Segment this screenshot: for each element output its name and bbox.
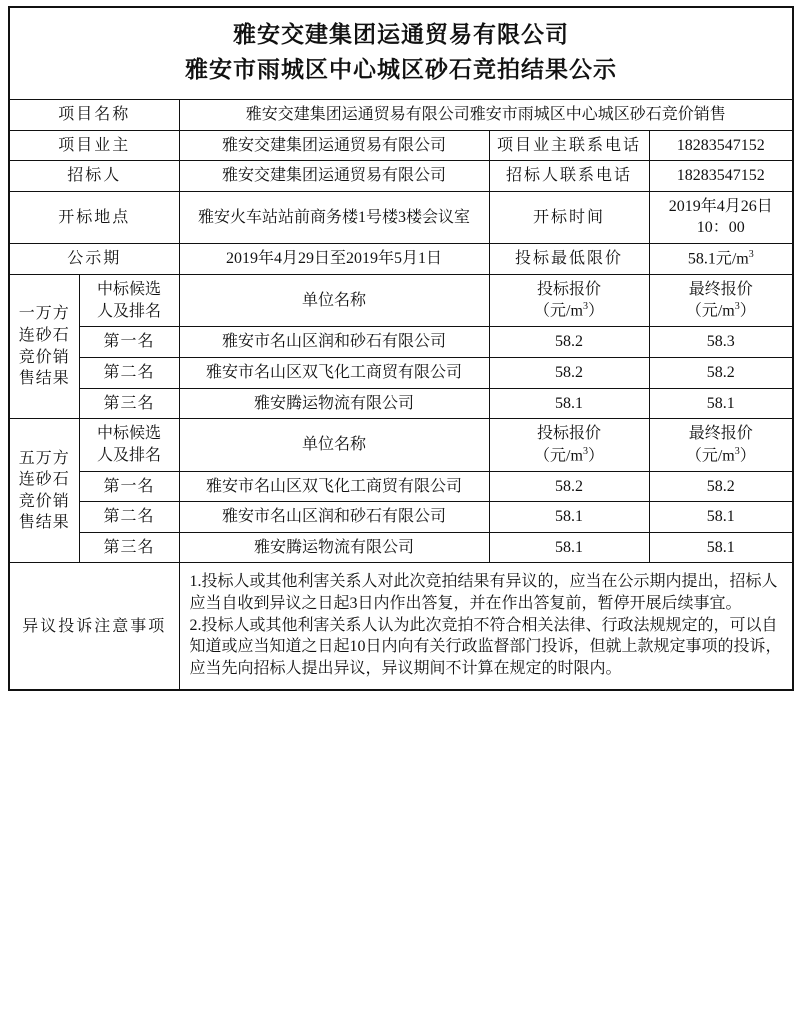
title-line-2: 雅安市雨城区中心城区砂石竞拍结果公示 [185,56,618,82]
floor-price-label: 投标最低限价 [489,243,649,274]
final-price-unit-text: （元/m [685,302,735,320]
bid-price-unit-text: （元/m [534,302,583,320]
notes-content [179,563,793,690]
tenderer-value: 雅安交建集团运通贸易有限公司 [179,161,489,192]
final-price-header-line1: 最终报价 [688,280,753,298]
bid-price-cell: 58.1 [489,388,649,419]
section2-bid-price-header [489,419,649,472]
final-price-cell: 58.2 [649,358,793,389]
bid-price-unit-exponent: 3 [582,445,588,457]
section1-header-row [9,274,793,327]
owner-row [9,130,793,161]
title-line-1: 雅安交建集团运通贸易有限公司 [233,22,570,47]
final-price-unit-close: ） [739,302,756,320]
rank-cell: 第一名 [79,471,179,502]
candidate-header-line1: 中标候选 [96,281,161,299]
rank-cell: 第三名 [79,532,179,563]
company-cell: 雅安腾运物流有限公司 [179,532,489,563]
document-title [9,7,793,100]
owner-phone-value: 18283547152 [649,130,793,161]
table-row [9,471,793,502]
notes-label: 异议投诉注意事项 [9,563,179,690]
final-price-header-line1: 最终报价 [688,425,753,443]
notes-paragraph-2: 2.投标人或其他利害关系人认为此次竞拍不符合相关法律、行政法规规定的，可以自知道或应当知道之日起10日内向有关行政监督部门投诉，但就上款规定事项的投诉，应当先向招标人提出异议，异议期间不计算在规定的时限内。 [189,616,782,677]
section2-final-price-header [649,419,793,472]
project-name-row [9,100,793,131]
final-price-cell: 58.2 [649,471,793,502]
final-price-header-line2 [656,445,787,467]
rank-cell: 第二名 [79,502,179,533]
final-price-unit-exponent: 3 [734,301,740,313]
bid-price-unit-close: ） [587,447,604,465]
section2-header-row [9,419,793,472]
bid-time-value: 2019年4月26日10：00 [649,191,793,243]
table-row [9,388,793,419]
rank-cell: 第三名 [79,388,179,419]
title-row [9,7,793,100]
project-name-value: 雅安交建集团运通贸易有限公司雅安市雨城区中心城区砂石竞价销售 [179,100,793,131]
publicity-label: 公示期 [9,243,179,274]
final-price-cell: 58.3 [649,327,793,358]
rank-cell: 第一名 [79,327,179,358]
tenderer-phone-label: 招标人联系电话 [489,161,649,192]
bid-price-header-line1: 投标报价 [536,425,601,443]
floor-price-number: 58.1元/m [687,250,749,268]
bid-price-header-line1: 投标报价 [536,280,601,298]
company-cell: 雅安市名山区润和砂石有限公司 [179,327,489,358]
bid-price-cell: 58.2 [489,358,649,389]
final-price-unit-exponent: 3 [734,445,740,457]
candidate-header-line2: 人及排名 [96,446,161,464]
section1-final-price-header [649,274,793,327]
notes-row [9,563,793,690]
candidate-header-line2: 人及排名 [96,302,161,320]
tenderer-row [9,161,793,192]
bid-price-cell: 58.1 [489,532,649,563]
bid-price-cell: 58.2 [489,471,649,502]
section2-company-header: 单位名称 [179,419,489,472]
candidate-header-line1: 中标候选 [96,425,161,443]
notes-paragraph-1: 1.投标人或其他利害关系人对此次竞拍结果有异议的，应当在公示期内提出，招标人应当自收到异议之日起3日内作出答复，并在作出答复前，暂停开展后续事宜。 [189,573,778,613]
final-price-header-line2 [656,300,787,322]
bid-price-unit-close: ） [587,302,604,320]
section1-side-label: 一万方连砂石竞价销售结果 [9,274,79,418]
announcement-table [8,6,794,691]
table-row [9,532,793,563]
owner-value: 雅安交建集团运通贸易有限公司 [179,130,489,161]
section1-bid-price-header [489,274,649,327]
section1-candidate-header [79,274,179,327]
bid-place-row [9,191,793,243]
bid-place-label: 开标地点 [9,191,179,243]
floor-price-value [649,243,793,274]
owner-label: 项目业主 [9,130,179,161]
owner-phone-label: 项目业主联系电话 [489,130,649,161]
table-row [9,327,793,358]
bid-place-value: 雅安火车站站前商务楼1号楼3楼会议室 [179,191,489,243]
final-price-cell: 58.1 [649,502,793,533]
section1-company-header: 单位名称 [179,274,489,327]
company-cell: 雅安腾运物流有限公司 [179,388,489,419]
final-price-cell: 58.1 [649,532,793,563]
bid-price-header-line2 [496,300,643,322]
company-cell: 雅安市名山区润和砂石有限公司 [179,502,489,533]
table-row [9,358,793,389]
publicity-row [9,243,793,274]
final-price-unit-text: （元/m [685,447,735,465]
final-price-cell: 58.1 [649,388,793,419]
section2-candidate-header [79,419,179,472]
publicity-value: 2019年4月29日至2019年5月1日 [179,243,489,274]
bid-price-unit-text: （元/m [534,447,583,465]
tenderer-phone-value: 18283547152 [649,161,793,192]
bid-price-cell: 58.2 [489,327,649,358]
rank-cell: 第二名 [79,358,179,389]
table-row [9,502,793,533]
bid-time-label: 开标时间 [489,191,649,243]
bid-price-header-line2 [496,445,643,467]
bid-price-cell: 58.1 [489,502,649,533]
project-name-label: 项目名称 [9,100,179,131]
bid-price-unit-exponent: 3 [582,301,588,313]
company-cell: 雅安市名山区双飞化工商贸有限公司 [179,471,489,502]
section2-side-label: 五万方连砂石竞价销售结果 [9,419,79,563]
final-price-unit-close: ） [739,447,756,465]
floor-price-unit-exponent: 3 [748,248,754,260]
company-cell: 雅安市名山区双飞化工商贸有限公司 [179,358,489,389]
tenderer-label: 招标人 [9,161,179,192]
